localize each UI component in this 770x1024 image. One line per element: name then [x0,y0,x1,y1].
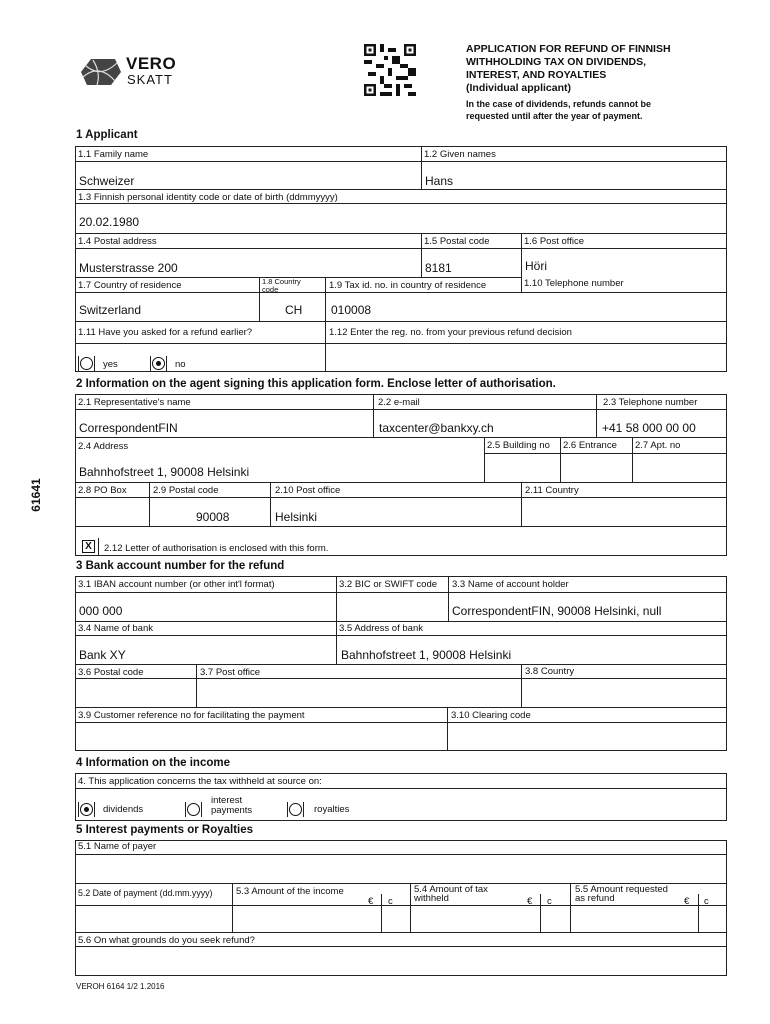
refund-earlier-no-radio[interactable] [152,357,165,370]
interest-payments-radio[interactable] [187,803,200,816]
letter-authorisation-checkbox[interactable]: X [82,540,95,553]
agent-address-label: 2.4 Address [78,441,129,452]
bank-address-field[interactable]: Bahnhofstreet 1, 90008 Helsinki [341,648,512,662]
rep-phone-label: 2.3 Telephone number [603,397,698,408]
yes-label: yes [103,359,118,370]
account-holder-label: 3.3 Name of account holder [452,579,569,590]
dividends-label: dividends [103,804,144,815]
no-label: no [175,359,186,370]
account-holder-field[interactable]: CorrespondentFIN, 90008 Helsinki, null [452,604,662,618]
postal-address-field[interactable]: Musterstrasse 200 [79,261,178,275]
bank-post-office-label: 3.7 Post office [200,667,261,678]
given-names-label: 1.2 Given names [424,149,496,160]
po-box-label: 2.8 PO Box [78,485,127,496]
agent-country-label: 2.11 Country [525,485,579,496]
royalties-label: royalties [314,804,350,815]
bank-address-label: 3.5 Address of bank [339,623,423,634]
agent-address-field[interactable]: Bahnhofstreet 1, 90008 Helsinki [79,465,250,479]
agent-post-office-field[interactable]: Helsinki [275,510,318,524]
country-residence-field[interactable]: Switzerland [79,303,142,317]
tax-cent-label: c [547,896,552,907]
rep-name-field[interactable]: CorrespondentFIN [79,421,178,435]
bank-name-label: 3.4 Name of bank [78,623,153,634]
payer-name-label: 5.1 Name of payer [78,841,157,852]
agent-postal-code-field[interactable]: 90008 [196,510,230,524]
form-code-footer: VEROH 6164 1/2 1.2016 [76,982,165,991]
postal-code-field[interactable]: 8181 [425,261,452,275]
personal-id-label: 1.3 Finnish personal identity code or date of birth (ddmmyyyy) [78,192,338,203]
refund-requested-label: 5.5 Amount requested as refund [575,884,668,904]
dividends-radio[interactable] [80,803,93,816]
refund-cent-label: c [704,896,709,907]
tax-euro-label: € [527,896,533,907]
section-1-frame [75,146,727,372]
logo-emblem-icon [75,55,125,89]
income-cent-label: c [388,896,393,907]
agent-postal-code-label: 2.9 Postal code [153,485,219,496]
family-name-field[interactable]: Schweizer [79,174,135,188]
tax-id-label: 1.9 Tax id. no. in country of residence [329,280,487,291]
qr-code-icon [364,44,416,96]
family-name-label: 1.1 Family name [78,149,149,160]
refund-earlier-label: 1.11 Have you asked for a refund earlier? [78,327,253,338]
country-residence-label: 1.7 Country of residence [78,280,182,291]
tax-withheld-label: 5.4 Amount of tax withheld [414,884,488,904]
income-amount-label: 5.3 Amount of the income [236,886,344,897]
given-names-field[interactable]: Hans [425,174,454,188]
personal-id-field[interactable]: 20.02.1980 [79,215,140,229]
customer-ref-label: 3.9 Customer reference no for facilitating the payment [78,710,305,721]
section-5-title: 5 Interest payments or Royalties [76,824,254,836]
refund-euro-label: € [684,896,690,907]
vero-skatt-logo [75,55,175,89]
bank-postal-code-label: 3.6 Postal code [78,667,144,678]
section-2-title: 2 Information on the agent signing this application form. Enclose letter of authorisation. [76,378,556,390]
logo-vero-text: VERO [126,54,177,73]
section-5-frame [75,840,727,976]
bank-name-field[interactable]: Bank XY [79,648,126,662]
payment-date-label: 5.2 Date of payment (dd.mm.yyyy) [78,888,213,898]
interest-payments-label: interest payments [211,795,253,816]
rep-phone-field[interactable]: +41 58 000 00 00 [602,421,696,435]
apt-no-label: 2.7 Apt. no [635,440,681,451]
iban-field[interactable]: 000 000 [79,604,123,618]
post-office-label: 1.6 Post office [524,236,585,247]
postal-code-label: 1.5 Postal code [424,236,490,247]
letter-authorisation-label: 2.12 Letter of authorisation is enclosed with this form. [104,543,329,554]
bank-country-label: 3.8 Country [525,666,575,677]
logo-skatt-text: SKATT [127,72,173,87]
email-field[interactable]: taxcenter@bankxy.ch [379,421,494,435]
income-concerns-label: 4. This application concerns the tax withheld at source on: [78,776,322,787]
section-1-title: 1 Applicant [76,129,138,141]
tax-id-field[interactable]: 010008 [331,303,372,317]
entrance-label: 2.6 Entrance [563,440,617,451]
previous-reg-no-label: 1.12 Enter the reg. no. from your previous refund decision [329,327,572,338]
agent-post-office-label: 2.10 Post office [275,485,341,496]
side-form-code: 61641 [29,478,43,512]
form-title: APPLICATION FOR REFUND OF FINNISH WITHHOLDING TAX ON DIVIDENDS, INTEREST, AND ROYALTIES (Individual applicant) [466,43,671,94]
rep-name-label: 2.1 Representative's name [78,397,191,408]
royalties-radio[interactable] [289,803,302,816]
refund-grounds-label: 5.6 On what grounds do you seek refund? [78,935,255,946]
post-office-field[interactable]: Höri [525,259,548,273]
clearing-code-label: 3.10 Clearing code [451,710,531,721]
income-euro-label: € [368,896,374,907]
postal-address-label: 1.4 Postal address [78,236,157,247]
telephone-label: 1.10 Telephone number [524,278,624,289]
building-no-label: 2.5 Building no [487,440,550,451]
bic-label: 3.2 BIC or SWIFT code [339,579,438,590]
iban-label: 3.1 IBAN account number (or other int'l format) [78,579,275,590]
section-3-title: 3 Bank account number for the refund [76,560,285,572]
refund-earlier-yes-radio[interactable] [80,357,93,370]
dividend-note: In the case of dividends, refunds cannot be requested until after the year of payment. [466,99,652,121]
country-code-label: 1.8 Country code [262,277,301,294]
email-label: 2.2 e-mail [378,397,420,408]
country-code-field[interactable]: CH [285,303,303,317]
section-4-title: 4 Information on the income [76,757,230,769]
